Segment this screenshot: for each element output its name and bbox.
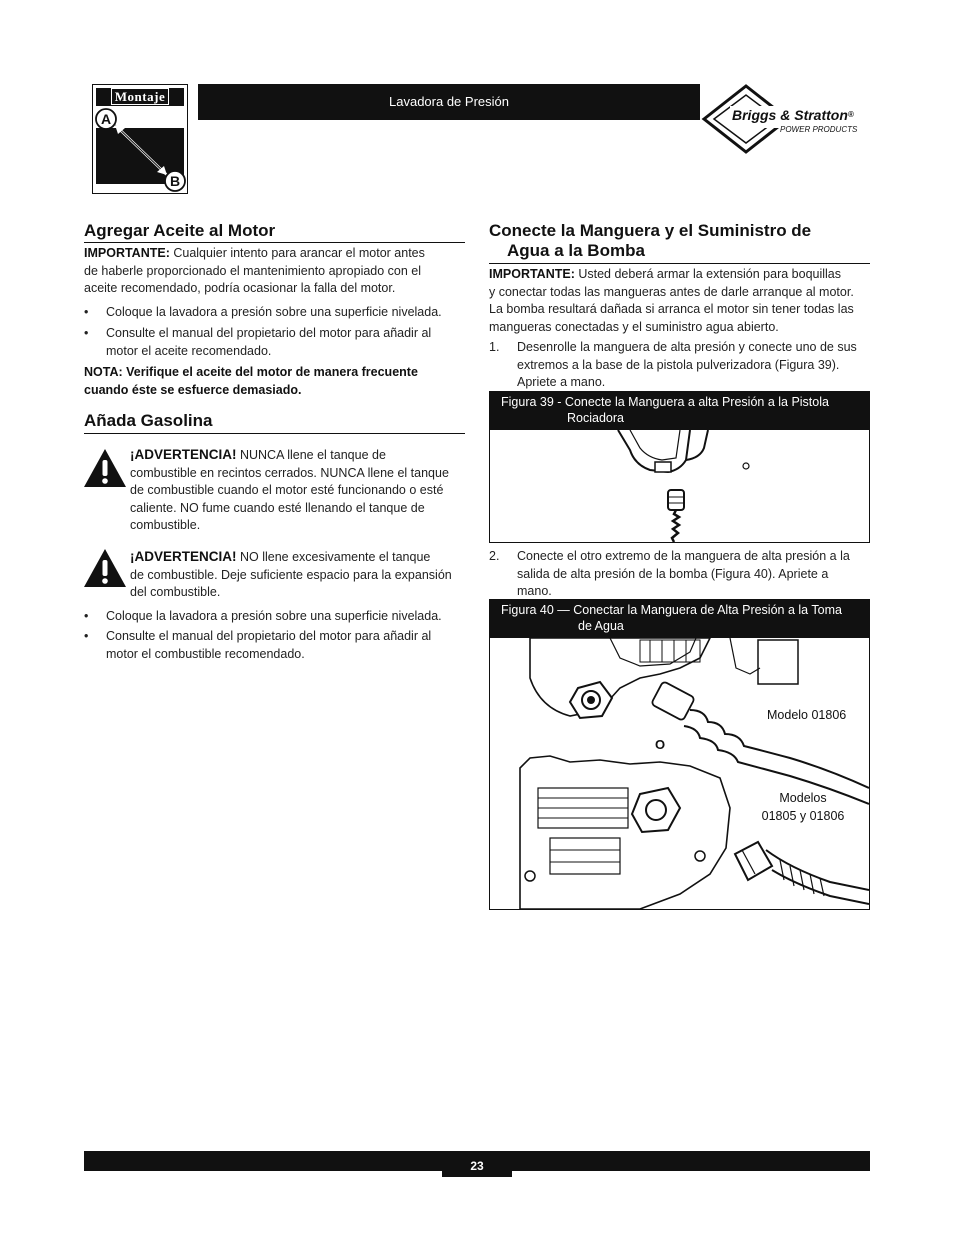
warning-triangle-icon [83, 448, 127, 488]
gas-heading: Añada Gasolina [84, 411, 213, 430]
warning-triangle-icon [83, 548, 127, 588]
oil-bullet-1: • Coloque la lavadora a presión sobre una superficie nivelada. [84, 304, 465, 322]
pump-hose-illustration [490, 638, 869, 909]
gas-warning-1: ¡ADVERTENCIA! NUNCA llene el tanque de combustible en recintos cerrados. NUNCA llene el tanque de combustible cuando el motor esté funcionando o esté caliente. NO fume cuando esté llenando el tanque de combustible. [130, 447, 449, 532]
bullet-dot: • [84, 609, 89, 623]
warning-label: ¡ADVERTENCIA! [130, 549, 237, 564]
figure-39-caption: Figura 39 - Conecte la Manguera a alta Presión a la Pistola Rociadora [489, 391, 870, 429]
oil-heading: Agregar Aceite al Motor [84, 221, 276, 240]
briggs-stratton-logo [700, 84, 872, 154]
gas-bullet-2: • Consulte el manual del propietario del motor para añadir al motor el combustible recomendado. [84, 629, 432, 661]
badge-b: B [169, 173, 181, 189]
figure-40-illustration [489, 637, 870, 910]
spray-gun-hose-illustration [490, 430, 869, 542]
figure-40-caption: Figura 40 — Conectar la Manguera de Alta Presión a la Toma de Agua [489, 599, 870, 637]
label-model-01806: Modelo 01806 [767, 708, 847, 722]
bullet-dot: • [84, 326, 89, 340]
oil-heading-rule [84, 242, 465, 243]
figure-39-illustration [489, 429, 870, 543]
header-title: Lavadora de Presión [198, 84, 700, 120]
step-number: 1. [489, 340, 500, 354]
oil-important-paragraph: IMPORTANTE: Cualquier intento para arancar el motor antes de haberle proporcionado el mantenimiento apropiado con el aceite recomendado, podría ocasionar la falla del motor. [84, 246, 425, 295]
badge-a: A [100, 111, 112, 127]
bullet-dot: • [84, 305, 89, 319]
hose-important-label: IMPORTANTE: [489, 267, 575, 281]
step-2: 2. Conecte el otro extremo de la manguera de alta presión a la salida de alta presión de la bomba (Figura 40). Apriete a mano. [489, 549, 850, 598]
hose-heading-rule [489, 263, 870, 264]
step-1: 1. Desenrolle la manguera de alta presión y conecte uno de sus extremos a la base de la pistola pulverizadora (Figura 39). Apriete a mano. [489, 340, 857, 389]
gas-heading-rule [84, 433, 465, 434]
logo-reg: ® [847, 110, 854, 119]
oil-note: NOTA: Verifique el aceite del motor de manera frecuente cuando éste se esfuerce demasiado. [84, 365, 418, 397]
warning-label: ¡ADVERTENCIA! [130, 447, 237, 462]
label-models-01805-01806: Modelos 01805 y 01806 [761, 791, 845, 823]
gas-warning-2: ¡ADVERTENCIA! NO llene excesivamente el tanque de combustible. Deje suficiente espacio para la expansión del combustible. [130, 549, 452, 599]
section-label: Montaje [96, 88, 184, 106]
logo-name: Briggs & Stratton [732, 107, 848, 123]
label-or: O [655, 737, 666, 752]
hose-heading: Conecte la Manguera y el Suministro de Agua a la Bomba [489, 221, 812, 260]
step-number: 2. [489, 549, 500, 563]
gas-bullet-1: • Coloque la lavadora a presión sobre una superficie nivelada. [84, 608, 465, 626]
page-number: 23 [442, 1151, 512, 1177]
oil-bullet-2: • Consulte el manual del propietario del motor para añadir al motor el aceite recomendado. [84, 326, 432, 358]
oil-important-label: IMPORTANTE: [84, 246, 170, 260]
hose-important-paragraph: IMPORTANTE: Usted deberá armar la extensión para boquillas y conectar todas las mangueras antes de darle arranque al motor. La bomba resultará dañada si arranca el motor sin tener todas las mangueras conectadas y el suministro agua abierto. [489, 267, 854, 334]
bullet-dot: • [84, 629, 89, 643]
section-tab-montaje [92, 84, 188, 194]
logo-subtitle: POWER PRODUCTS [780, 125, 858, 134]
